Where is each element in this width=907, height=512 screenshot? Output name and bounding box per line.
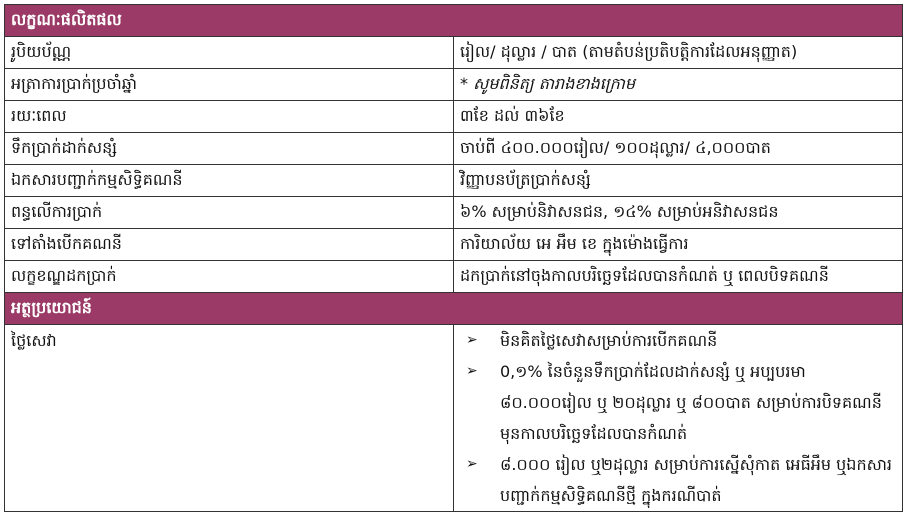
row-value: ៦% សម្រាប់និវាសនជន, ១៤% សម្រាប់អនិវាសនជន [454,197,903,229]
arrow-bullet-icon: ➢ [466,332,478,348]
row-key: ពន្ធលើការប្រាក់ [5,197,454,229]
table-row [5,69,903,101]
row-value: ការិយាល័យ អេ អឹម ខេ ក្នុងម៉ោងធ្វើការ [454,229,903,261]
product-features-table [4,4,903,512]
row-value: * សូមពិនិត្យ តារាងខាងក្រោម [454,69,903,101]
row-value: ចាប់ពី ៤០០.០០០រៀល/ ១០០ដុល្លារ/ ៤,០០០បាត [454,133,903,165]
row-value: វិញ្ញាបនប័ត្រប្រាក់សន្សំ [454,165,903,197]
row-value: រៀល/ ដុល្លារ / បាត (តាមតំបន់ប្រតិបត្តិការដែលអនុញ្ញាត) [454,37,903,69]
list-item-text: 0,១% នៃចំនួនទឹកប្រាក់ដែលដាក់សន្សំ ឬ អប្បបរមា ៨០.០០០រៀល ឬ ២០ដុល្លារ ឬ ៨០០បាត សម្រាប់ការបិទគណនីមុនកាលបរិច្ឆេទដែលបានកំណត់ [500,362,882,443]
row-key: ឯកសារបញ្ជាក់កម្មសិទ្ធិគណនី [5,165,454,197]
section-header-row [5,293,903,325]
section-header-features: លក្ខណៈផលិតផល [5,5,903,37]
row-key: លក្ខខណ្ឌដកប្រាក់ [5,261,454,293]
row-value: ដកប្រាក់នៅចុងកាលបរិច្ឆេទដែលបានកំណត់ ឬ ពេលបិទគណនី [454,261,903,293]
benefits-row [5,325,903,512]
table-row [5,101,903,133]
benefits-list [460,325,896,511]
list-item [460,325,896,356]
list-item [460,356,896,449]
table-row [5,261,903,293]
section-header-benefits: អត្ថប្រយោជន៍ [5,293,903,325]
row-key: អត្រាការប្រាក់ប្រចាំឆ្នាំ [5,69,454,101]
table-row [5,165,903,197]
row-key: រយៈពេល [5,101,454,133]
row-value: ៣ខែ ដល់ ៣៦ខែ [454,101,903,133]
benefits-list-cell [454,325,903,512]
table-row [5,229,903,261]
row-key: ទៅតាំងបើកគណនី [5,229,454,261]
list-item-text: ៨.០០០ រៀល ឬ២ដុល្លារ សម្រាប់ការស្នើសុំកាត អេធីអឹម ឬឯកសារបញ្ជាក់កម្មសិទ្ធិគណនីថ្មី ក្នុងករណីបាត់ [500,455,892,505]
section-header-row [5,5,903,37]
row-key: រូបិយប័ណ្ណ [5,37,454,69]
list-item-text: មិនគិតថ្លៃសេវាសម្រាប់ការបើកគណនី [500,331,718,350]
list-item [460,449,896,511]
table-row [5,133,903,165]
row-key: ថ្លៃសេវា [5,325,454,512]
table-row [5,197,903,229]
arrow-bullet-icon: ➢ [466,363,478,379]
row-key: ទឹកប្រាក់ដាក់សន្សំ [5,133,454,165]
product-table-wrapper [4,4,903,512]
arrow-bullet-icon: ➢ [466,456,478,472]
table-row [5,37,903,69]
